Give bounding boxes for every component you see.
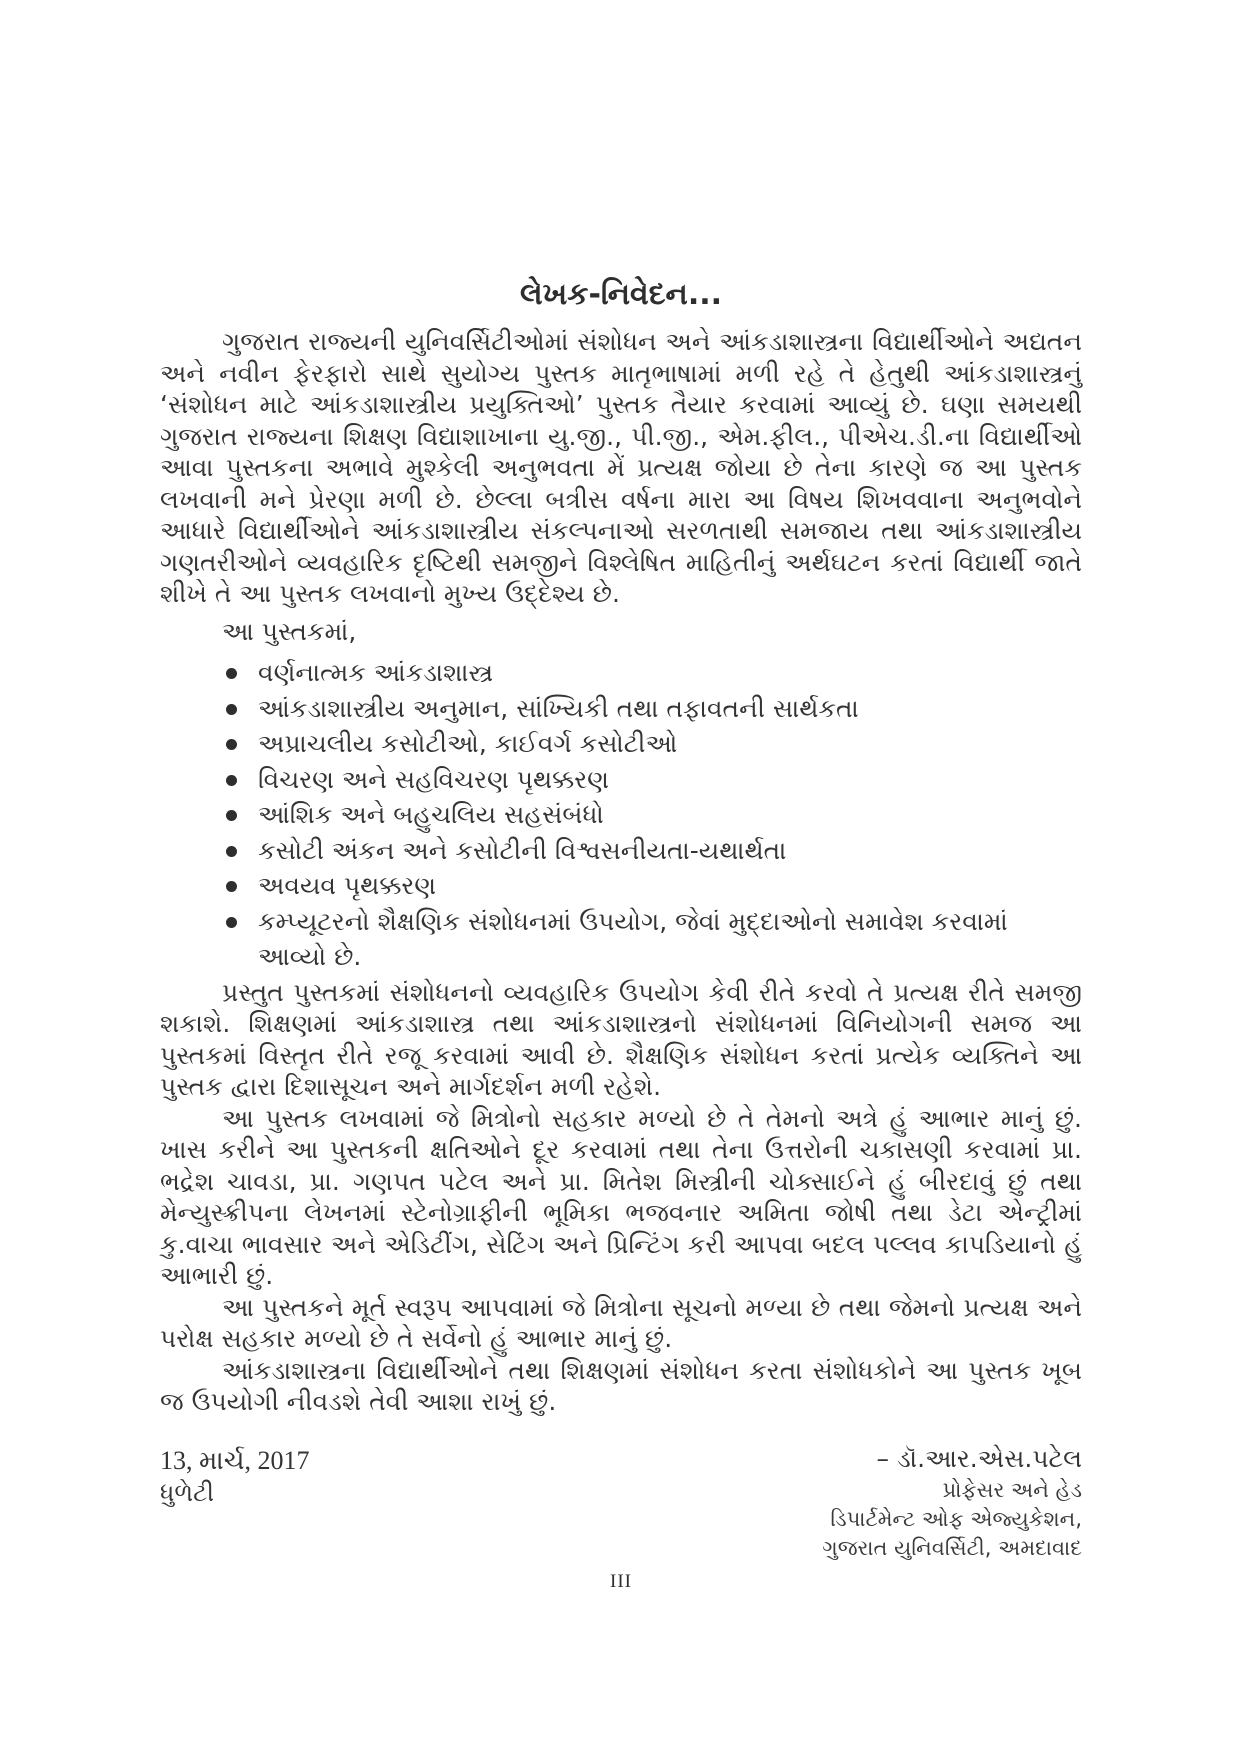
bullet-dot-icon — [224, 797, 258, 833]
preface-paragraph-5: આંકડાશાસ્ત્રના વિદ્યાર્થીઓને તથા શિક્ષણમાં સંશોધન કરતા સંશોધકોને આ પુસ્તક ખૂબ જ ઉપયોગી નીવડશે તેવી આશા રાખું છું. — [160, 1355, 1082, 1416]
preface-footer — [160, 1444, 1082, 1563]
list-item-text: કમ્પ્યૂટરનો શૈક્ષણિક સંશોધનમાં ઉપયોગ, જેવાં મુદ્દાઓનો સમાવેશ કરવામાં આવ્યો છે. — [258, 906, 1008, 971]
bullet-dot-icon — [224, 726, 258, 762]
list-item — [160, 726, 1082, 762]
list-item-text: વર્ણનાત્મક આંકડાશાસ્ત્ર — [258, 658, 494, 687]
list-item-text: અપ્રાચલીય કસોટીઓ, કાઈવર્ગ કસોટીઓ — [258, 729, 678, 758]
list-item — [160, 868, 1082, 904]
list-item-text: આંકડાશાસ્ત્રીય અનુમાન, સાંખ્યિકી તથા તફાવતની સાર્થકતા — [258, 693, 859, 723]
preface-paragraph-1: ગુજરાત રાજ્યની યુનિવર્સિટીઓમાં સંશોધન અને આંકડાશાસ્ત્રના વિદ્યાર્થીઓને અદ્યતન અને નવીન ફેરફારો સાથે સુયોગ્ય પુસ્તક માતૃભાષામાં મળી રહે તે હેતુથી આંકડાશાસ્ત્રનું ‘સંશોધન માટે આંકડાશાસ્ત્રીય પ્રયુક્તિઓ’ પુસ્તક તૈયાર કરવામાં આવ્યું છે. ઘણા સમયથી ગુજરાત રાજ્યના શિક્ષણ વિદ્યાશાખાના યુ.જી., પી.જી., એમ.ફીલ., પીએચ.ડી.ના વિદ્યાર્થીઓ આવા પુસ્તકના અભાવે મુશ્કેલી અનુભવતા મેં પ્રત્યક્ષ જોયા છે તેના કારણે જ આ પુસ્તક લખવાની મને પ્રેરણા મળી છે. છેલ્લા બત્રીસ વર્ષના મારા આ વિષય શિખવવાના અનુભવોને આધારે વિદ્યાર્થીઓને આંકડાશાસ્ત્રીય સંકલ્પનાઓ સરળતાથી સમજાય તથા આંકડાશાસ્ત્રીય ગણતરીઓને વ્યવહારિક દૃષ્ટિથી સમજીને વિશ્લેષિત માહિતીનું અર્થઘટન કરતાં વિદ્યાર્થી જાતે શીખે તે આ પુસ્તક લખવાનો મુખ્ય ઉદ્દેશ્ય છે. — [160, 327, 1082, 608]
bullet-dot-icon — [224, 904, 258, 975]
list-item — [160, 762, 1082, 798]
bullet-dot-icon — [224, 833, 258, 869]
list-item — [160, 655, 1082, 691]
author-department: ડિપાર્ટમેન્ટ ઓફ એજ્યુકેશન, — [830, 1506, 1082, 1531]
bullet-list-intro: આ પુસ્તકમાં, — [222, 616, 357, 646]
preface-paragraph-4: આ પુસ્તકને મૂર્ત સ્વરૂપ આપવામાં જે મિત્રોના સૂચનો મળ્યા છે તથા જેમનો પ્રત્યક્ષ અને પરોક્ષ સહકાર મળ્યો છે તે સર્વેનો હું આભાર માનું છું. — [160, 1292, 1082, 1353]
author-university: ગુજરાત યુનિવર્સિટી, અમદાવાદ — [822, 1535, 1082, 1560]
list-item-text: અવયવ પૃથક્કરણ — [258, 871, 437, 900]
list-item — [160, 904, 1082, 975]
preface-paragraph-2: પ્રસ્તુત પુસ્તકમાં સંશોધનનો વ્યવહારિક ઉપયોગ કેવી રીતે કરવો તે પ્રત્યક્ષ રીતે સમજી શકાશે. શિક્ષણમાં આંકડાશાસ્ત્ર તથા આંકડાશાસ્ત્રનો સંશોધનમાં વિનિયોગની સમજ આ પુસ્તકમાં વિસ્તૃત રીતે રજૂ કરવામાં આવી છે. શૈક્ષણિક સંશોધન કરતાં પ્રત્યેક વ્યક્તિને આ પુસ્તક દ્વારા દિશાસૂચન અને માર્ગદર્શન મળી રહેશે. — [160, 977, 1082, 1101]
author-role: પ્રોફેસર અને હેડ — [942, 1477, 1082, 1502]
date-text: 13, માર્ચ, 2017 — [160, 1445, 310, 1475]
list-item-text: કસોટી અંકન અને કસોટીની વિશ્વસનીયતા-યથાર્થતા — [258, 835, 787, 865]
page-title: લેખક-નિવેદન... — [519, 277, 723, 312]
bullet-dot-icon — [224, 868, 258, 904]
preface-paragraph-3: આ પુસ્તક લખવામાં જે મિત્રોનો સહકાર મળ્યો છે તે તેમનો અત્રે હું આભાર માનું છું. ખાસ કરીને આ પુસ્તકની ક્ષતિઓને દૂર કરવામાં તથા તેના ઉત્તરોની ચકાસણી કરવામાં પ્રા. ભદ્રેશ ચાવડા, પ્રા. ગણપત પટેલ અને પ્રા. મિતેશ મિસ્ત્રીની ચોક્સાઈને હું બીરદાવું છું તથા મેન્યુસ્ક્રીપના લેખનમાં સ્ટેનોગ્રાફીની ભૂમિકા ભજવનાર અમિતા જોષી તથા ડેટા એન્ટ્રીમાં કુ.વાચા ભાવસાર અને એડિટીંગ, સેટિંગ અને પ્રિન્ટિંગ કરી આપવા બદલ પલ્લવ કાપડિયાનો હું આભારી છું. — [160, 1103, 1082, 1290]
list-item — [160, 691, 1082, 727]
occasion-text: ધુળેટી — [160, 1478, 214, 1507]
topics-bullet-list — [160, 655, 1082, 975]
bullet-dot-icon — [224, 691, 258, 727]
page-number: III — [610, 1570, 632, 1592]
list-item — [160, 833, 1082, 869]
list-item-text: વિચરણ અને સહવિચરણ પૃથક્કરણ — [258, 764, 609, 794]
date-block — [160, 1444, 310, 1510]
author-name: – ડૉ.આર.એસ.પટેલ — [876, 1443, 1082, 1473]
list-item-text: આંશિક અને બહુચલિય સહસંબંધો — [258, 800, 604, 829]
list-item — [160, 797, 1082, 833]
signature-block — [822, 1444, 1082, 1563]
bullet-dot-icon — [224, 655, 258, 691]
bullet-dot-icon — [224, 762, 258, 798]
page-content — [160, 276, 1082, 1593]
